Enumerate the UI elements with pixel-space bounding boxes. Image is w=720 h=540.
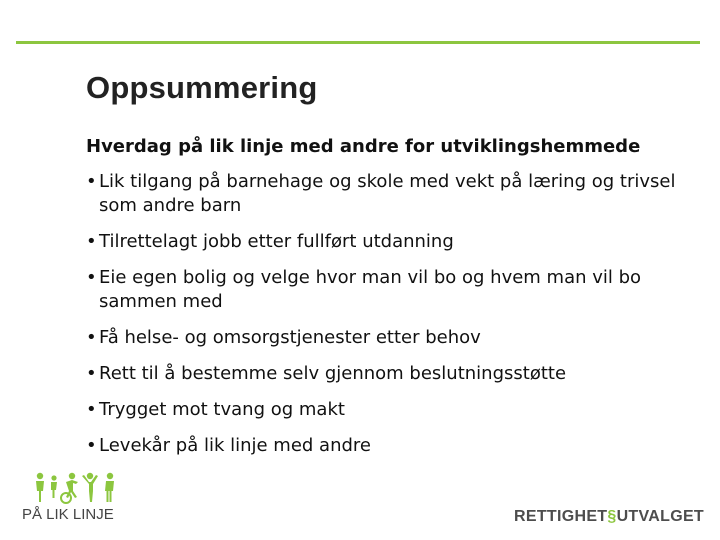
left-logo-text: PÅ LIK LINJE [22,506,114,523]
bullet-item: • Tilrettelagt jobb etter fullført utdanning [86,230,686,254]
bullet-item: • Trygget mot tvang og makt [86,398,686,422]
people-figures-icon [34,472,130,506]
logo-word-rettighet: RETTIGHET [514,508,608,525]
rettighetsutvalget-logo [514,508,704,526]
slide-subtitle: Hverdag på lik linje med andre for utviklingshemmede [86,136,641,157]
bullet-item: • Lik tilgang på barnehage og skole med vekt på læring og trivsel som andre barn [86,170,686,218]
bullet-item: • Eie egen bolig og velge hvor man vil bo og hvem man vil bo sammen med [86,266,686,314]
bullet-item: • Levekår på lik linje med andre [86,434,686,458]
logo-word-utvalget: UTVALGET [616,508,705,525]
bullet-item: • Få helse- og omsorgstjenester etter behov [86,326,686,350]
bullet-list [86,170,686,470]
top-divider [16,41,700,44]
bullet-item: • Rett til å bestemme selv gjennom beslutningsstøtte [86,362,686,386]
pa-lik-linje-logo [22,468,132,528]
slide-title: Oppsummering [86,70,318,105]
section-sign-icon: § [607,508,617,525]
